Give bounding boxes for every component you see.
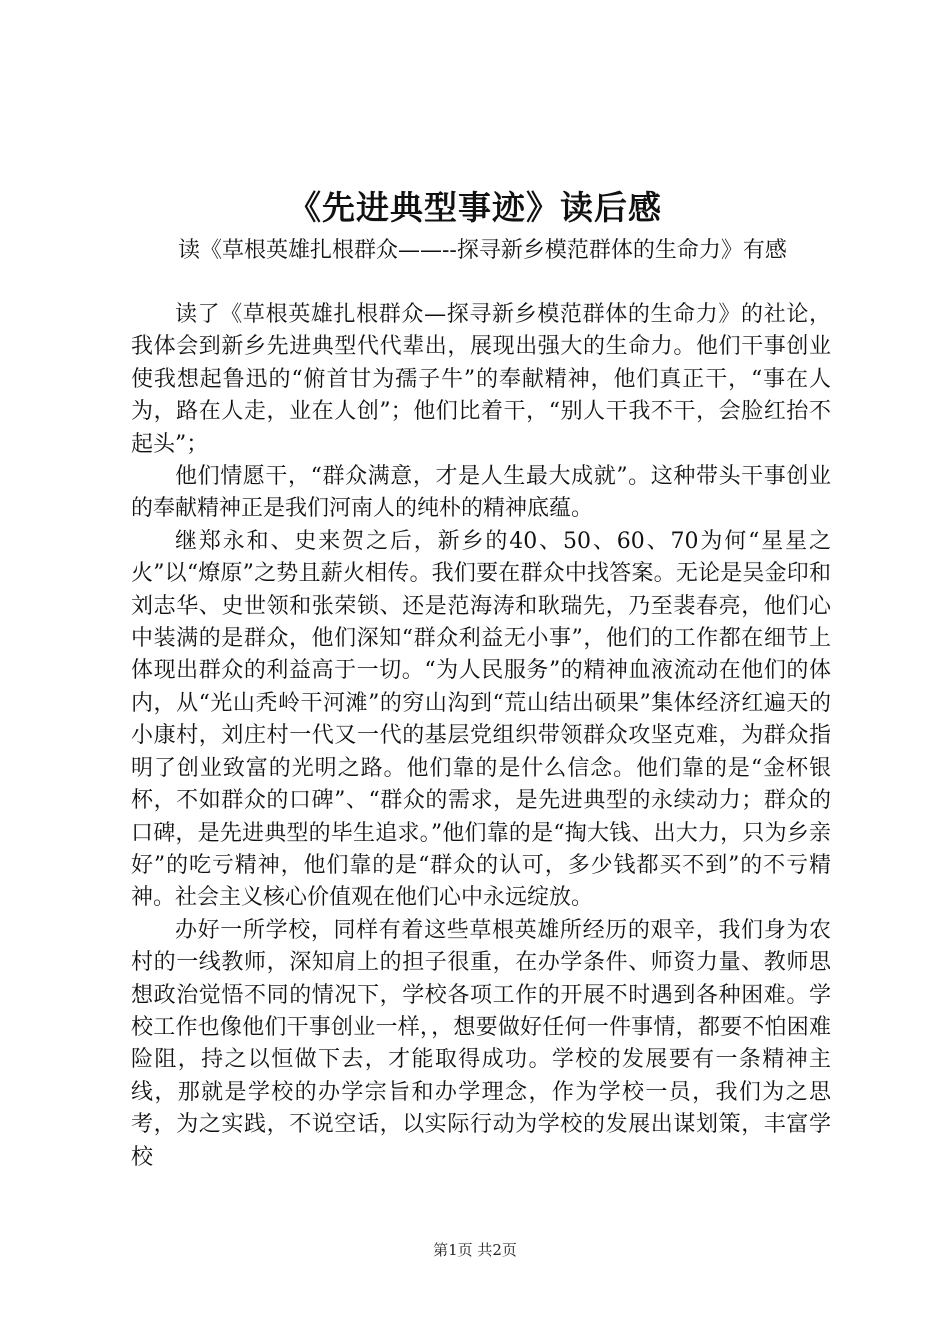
paragraph: 办好一所学校，同样有着这些草根英雄所经历的艰辛，我们身为农村的一线教师，深知肩上的担子很重，在办学条件、师资力量、教师思想政治觉悟不同的情况下，学校各项工作的开展不时遇到各种困难。学校工作也像他们干事创业一样，，想要做好任何一件事情，都要不怕困难险阻，持之以恒做下去，才能取得成功。学校的发展要有一条精神主线，那就是学校的办学宗旨和办学理念，作为学校一员，我们为之思考，为之实践，不说空话，以实际行动为学校的发展出谋划策，丰富学校: [131, 917, 831, 1170]
paragraph: 读了《草根英雄扎根群众—探寻新乡模范群体的生命力》的社论，我体会到新乡先进典型代代辈出，展现出强大的生命力。他们干事创业使我想起鲁迅的“俯首甘为孺子牛”的奉献精神，他们真正干，“事在人为，路在人走，业在人创”；他们比着干，“别人干我不干，会脸红抬不起头”；: [131, 302, 831, 457]
paragraph: 继郑永和、史来贺之后，新乡的40、50、60、70为何“星星之火”以“燎原”之势且薪火相传。我们要在群众中找答案。无论是吴金印和刘志华、史世领和张荣锁、还是范海涛和耿瑞先，乃至裴春亮，他们心中装满的是群众，他们深知“群众利益无小事”，他们的工作都在细节上体现出群众的利益高于一切。“为人民服务”的精神血液流动在他们的体内，从“光山秃岭干河滩”的穷山沟到“荒山结出硕果”集体经济红遍天的小康村，刘庄村一代又一代的基层党组织带领群众攻坚克难，为群众指明了创业致富的光明之路。他们靠的是什么信念。他们靠的是“金杯银杯，不如群众的口碑”、“群众的需求，是先进典型的永续动力；群众的口碑，是先进典型的毕生追求。”他们靠的是“掏大钱、出大力，只为乡亲好”的吃亏精神，他们靠的是“群众的认可，多少钱都买不到”的不亏精神。社会主义核心价值观在他们心中永远绽放。: [131, 528, 831, 911]
document-subtitle: 读《草根英雄扎根群众——--探寻新乡模范群体的生命力》有感: [178, 238, 787, 263]
document-title: 《先进典型事迹》读后感: [288, 188, 662, 227]
page-number-footer: 第1页 共2页: [433, 1241, 517, 1259]
document-body: [131, 299, 831, 1174]
paragraph: 他们情愿干，“群众满意，才是人生最大成就”。这种带头干事创业的奉献精神正是我们河南人的纯朴的精神底蕴。: [131, 464, 831, 522]
